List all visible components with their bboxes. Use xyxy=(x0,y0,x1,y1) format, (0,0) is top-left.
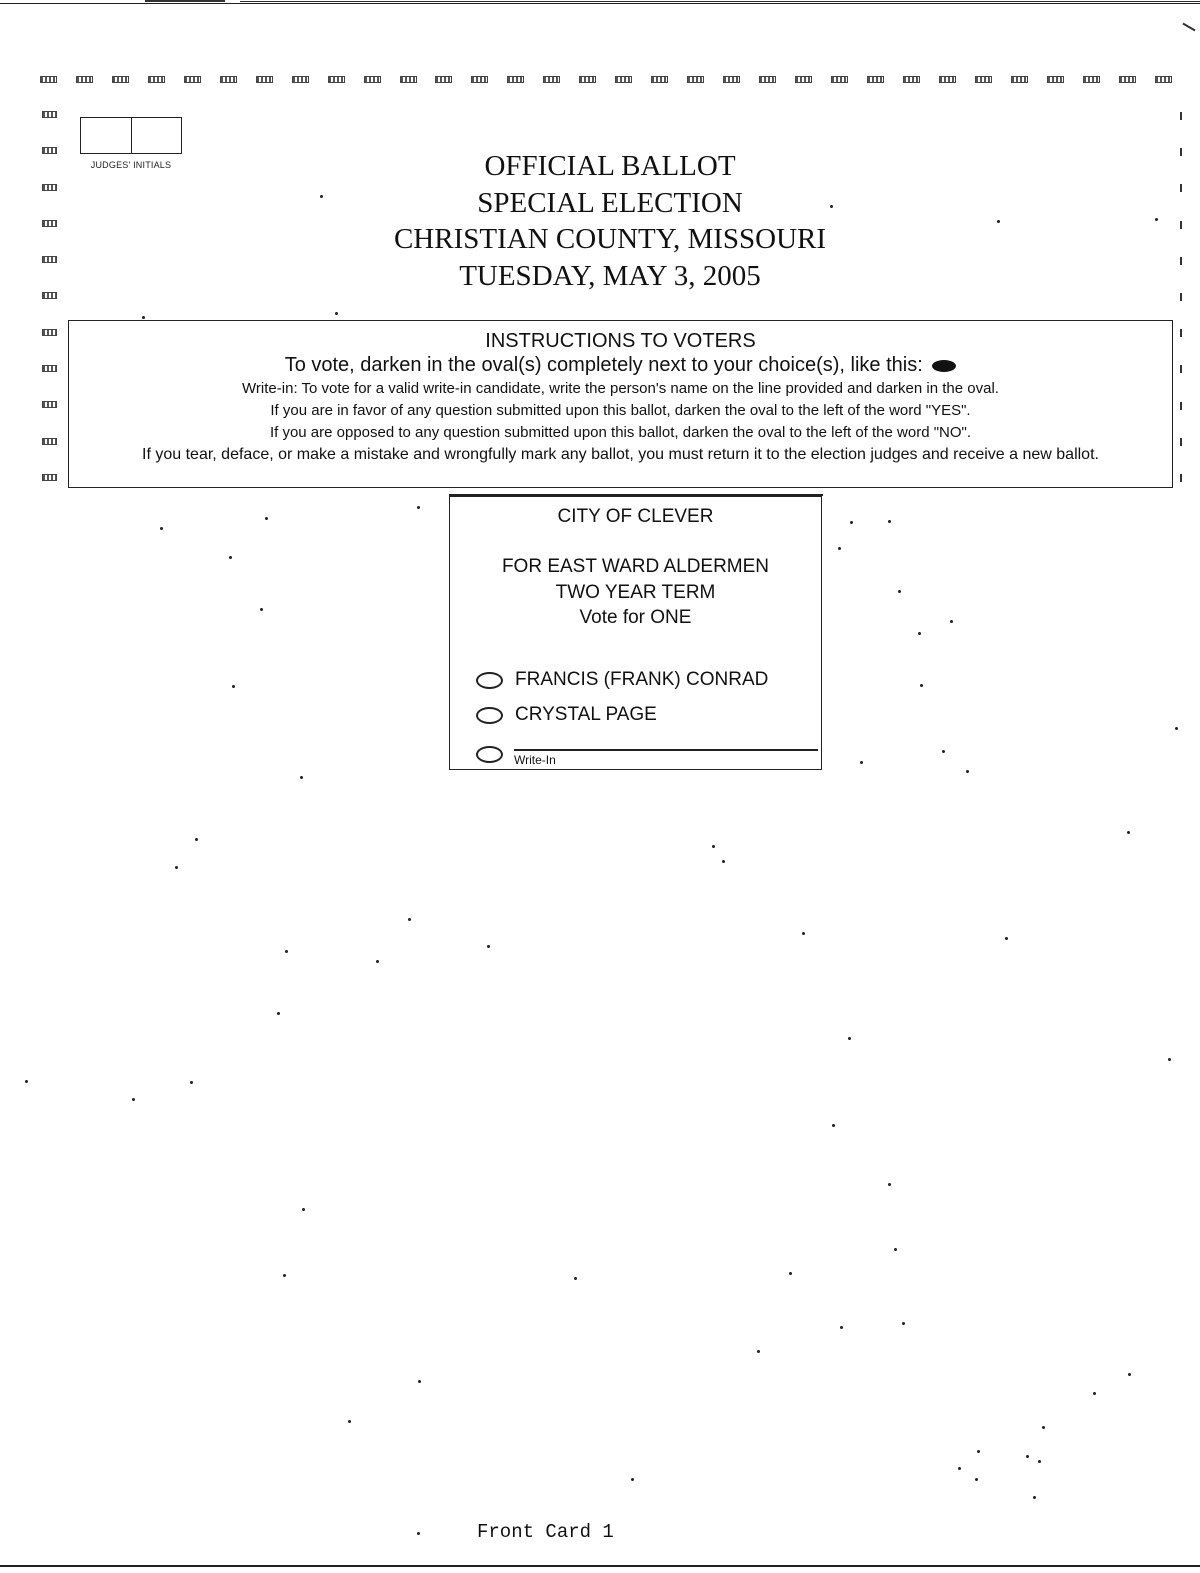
left-timing-marks xyxy=(42,111,58,481)
instructions-lead xyxy=(69,352,1172,378)
scan-speck xyxy=(757,1350,760,1353)
scan-speck xyxy=(160,527,163,530)
contest-box xyxy=(449,496,822,770)
scan-speck xyxy=(175,866,178,869)
scan-speck xyxy=(285,950,288,953)
judges-initials-label: JUDGES' INITIALS xyxy=(90,160,172,170)
timing-mark xyxy=(76,76,93,83)
timing-mark xyxy=(435,76,452,83)
scan-speck xyxy=(631,1478,634,1481)
instruction-no: If you are opposed to any question submitted upon this ballot, darken the oval to the left of the word "NO". xyxy=(269,424,972,441)
scan-speck xyxy=(1038,1460,1041,1463)
timing-mark xyxy=(1011,76,1028,83)
timing-mark xyxy=(328,76,345,83)
scan-speck xyxy=(1026,1455,1029,1458)
scan-speck xyxy=(418,1380,421,1383)
timing-mark xyxy=(687,76,704,83)
scan-speck xyxy=(860,761,863,764)
scan-speck xyxy=(283,1274,286,1277)
judge-initial-cell-2[interactable] xyxy=(131,118,182,153)
timing-mark xyxy=(651,76,668,83)
candidate-name: FRANCIS (FRANK) CONRAD xyxy=(515,669,769,690)
scan-speck xyxy=(832,1124,835,1127)
scan-speck xyxy=(802,932,805,935)
scan-speck xyxy=(918,632,921,635)
write-in-choice[interactable] xyxy=(476,741,515,767)
timing-mark xyxy=(364,76,381,83)
timing-mark xyxy=(256,76,273,83)
election-date: TUESDAY, MAY 3, 2005 xyxy=(459,259,761,292)
timing-tick xyxy=(1180,365,1182,373)
timing-mark xyxy=(507,76,524,83)
scan-speck xyxy=(894,1248,897,1251)
scan-speck xyxy=(1155,218,1158,221)
timing-mark xyxy=(795,76,812,83)
timing-tick xyxy=(1180,148,1182,156)
scan-speck xyxy=(712,845,715,848)
timing-tick xyxy=(1180,474,1182,482)
scan-speck xyxy=(1127,831,1130,834)
scan-speck xyxy=(300,776,303,779)
timing-mark xyxy=(42,474,57,481)
judges-initials-box[interactable] xyxy=(80,117,182,154)
top-edge-mark xyxy=(145,0,225,2)
timing-tick xyxy=(1180,438,1182,446)
timing-mark xyxy=(831,76,848,83)
candidate-name: CRYSTAL PAGE xyxy=(515,704,657,725)
timing-mark xyxy=(112,76,129,83)
instruction-write-in: Write-in: To vote for a valid write-in candidate, write the person's name on the line provided and darken in the oval. xyxy=(242,380,999,397)
top-timing-marks xyxy=(40,76,1172,86)
contest-office xyxy=(450,554,821,631)
scan-speck xyxy=(229,556,232,559)
timing-mark xyxy=(1155,76,1172,83)
scan-speck xyxy=(888,520,891,523)
scan-speck xyxy=(1005,937,1008,940)
contest-heading: CITY OF CLEVER xyxy=(557,506,714,527)
timing-mark xyxy=(471,76,488,83)
scan-speck xyxy=(950,620,953,623)
timing-mark xyxy=(975,76,992,83)
timing-mark xyxy=(723,76,740,83)
scan-speck xyxy=(840,1326,843,1329)
vote-oval[interactable] xyxy=(476,707,503,724)
top-edge-line xyxy=(240,1,1200,2)
scan-speck xyxy=(1033,1496,1036,1499)
timing-mark xyxy=(42,184,57,191)
scan-speck xyxy=(1093,1392,1096,1395)
timing-mark xyxy=(1083,76,1100,83)
vote-oval[interactable] xyxy=(476,672,503,689)
timing-mark xyxy=(615,76,632,83)
timing-tick xyxy=(1180,293,1182,301)
timing-mark xyxy=(184,76,201,83)
timing-mark xyxy=(40,76,57,83)
scan-speck xyxy=(142,316,145,319)
timing-mark xyxy=(42,147,57,154)
bottom-border-line xyxy=(0,1565,1200,1567)
scan-speck xyxy=(417,1532,420,1535)
timing-mark xyxy=(42,329,57,336)
timing-mark xyxy=(42,365,57,372)
timing-mark xyxy=(400,76,417,83)
scan-speck xyxy=(789,1272,792,1275)
judge-initial-cell-1[interactable] xyxy=(81,118,131,153)
scan-speck xyxy=(966,770,969,773)
timing-mark xyxy=(42,220,57,227)
scan-speck xyxy=(195,838,198,841)
scan-speck xyxy=(376,960,379,963)
candidate-choice[interactable] xyxy=(476,702,657,728)
scan-speck xyxy=(1042,1426,1045,1429)
timing-mark xyxy=(1047,76,1064,83)
timing-mark xyxy=(543,76,560,83)
scan-speck xyxy=(920,684,923,687)
scan-speck xyxy=(302,1208,305,1211)
scan-speck xyxy=(417,506,420,509)
scan-speck xyxy=(1128,1373,1131,1376)
scan-speck xyxy=(260,608,263,611)
scan-speck xyxy=(408,918,411,921)
scan-speck xyxy=(265,517,268,520)
scan-speck xyxy=(1175,727,1178,730)
office-title: FOR EAST WARD ALDERMEN xyxy=(501,556,770,577)
scan-speck xyxy=(898,590,901,593)
scan-speck xyxy=(942,750,945,753)
filled-oval-example-icon xyxy=(932,360,956,372)
scan-speck xyxy=(975,1478,978,1481)
scan-speck xyxy=(132,1098,135,1101)
scan-speck xyxy=(722,860,725,863)
scan-speck xyxy=(190,1081,193,1084)
election-type: SPECIAL ELECTION xyxy=(477,186,743,219)
scan-speck xyxy=(958,1467,961,1470)
timing-tick xyxy=(1180,329,1182,337)
top-border-line xyxy=(0,3,1200,4)
timing-tick xyxy=(1180,221,1182,229)
card-footer: Front Card 1 xyxy=(477,1521,614,1543)
scan-speck xyxy=(888,1183,891,1186)
timing-mark xyxy=(759,76,776,83)
timing-mark xyxy=(220,76,237,83)
instructions-box xyxy=(68,320,1173,488)
timing-mark xyxy=(1119,76,1136,83)
scan-speck xyxy=(277,1012,280,1015)
ballot-header xyxy=(300,148,920,294)
vote-for-count: Vote for ONE xyxy=(579,607,692,628)
instructions-title: INSTRUCTIONS TO VOTERS xyxy=(485,330,756,352)
timing-mark xyxy=(42,111,57,118)
jurisdiction: CHRISTIAN COUNTY, MISSOURI xyxy=(393,223,827,255)
scan-speck xyxy=(997,220,1000,223)
office-term: TWO YEAR TERM xyxy=(555,581,716,603)
timing-mark xyxy=(292,76,309,83)
scan-speck xyxy=(902,1322,905,1325)
scan-speck xyxy=(848,1037,851,1040)
timing-mark xyxy=(42,401,57,408)
timing-mark xyxy=(903,76,920,83)
corner-mark xyxy=(1182,23,1195,32)
timing-mark xyxy=(867,76,884,83)
scan-speck xyxy=(487,945,490,948)
scan-speck xyxy=(348,1420,351,1423)
right-timing-marks xyxy=(1180,112,1184,482)
timing-tick xyxy=(1180,184,1182,192)
timing-tick xyxy=(1180,402,1182,410)
scan-speck xyxy=(25,1080,28,1083)
timing-mark xyxy=(42,256,57,263)
timing-mark xyxy=(579,76,596,83)
timing-mark xyxy=(42,292,57,299)
write-in-line[interactable] xyxy=(514,749,818,751)
timing-mark xyxy=(42,438,57,445)
timing-tick xyxy=(1180,257,1182,265)
candidate-choice[interactable] xyxy=(476,667,768,693)
scan-speck xyxy=(1168,1058,1171,1061)
scan-speck xyxy=(232,685,235,688)
scan-speck xyxy=(335,312,338,315)
scan-speck xyxy=(574,1277,577,1280)
write-in-label: Write-In xyxy=(514,753,556,767)
timing-mark xyxy=(939,76,956,83)
scan-speck xyxy=(850,521,853,524)
scan-speck xyxy=(977,1450,980,1453)
instruction-spoiled-ballot: If you tear, deface, or make a mistake and wrongfully mark any ballot, you must return it to the election judges and receive a new ballot. xyxy=(142,446,1099,463)
timing-tick xyxy=(1180,112,1182,120)
scan-speck xyxy=(830,205,833,208)
write-in-oval[interactable] xyxy=(476,746,503,763)
instructions-lead-text: To vote, darken in the oval(s) completely next to your choice(s), like this: xyxy=(284,354,923,376)
scan-speck xyxy=(838,547,841,550)
instruction-yes: If you are in favor of any question submitted upon this ballot, darken the oval to the left of the word "YES". xyxy=(270,402,971,419)
scan-speck xyxy=(320,195,323,198)
ballot-title: OFFICIAL BALLOT xyxy=(484,150,736,182)
timing-mark xyxy=(148,76,165,83)
